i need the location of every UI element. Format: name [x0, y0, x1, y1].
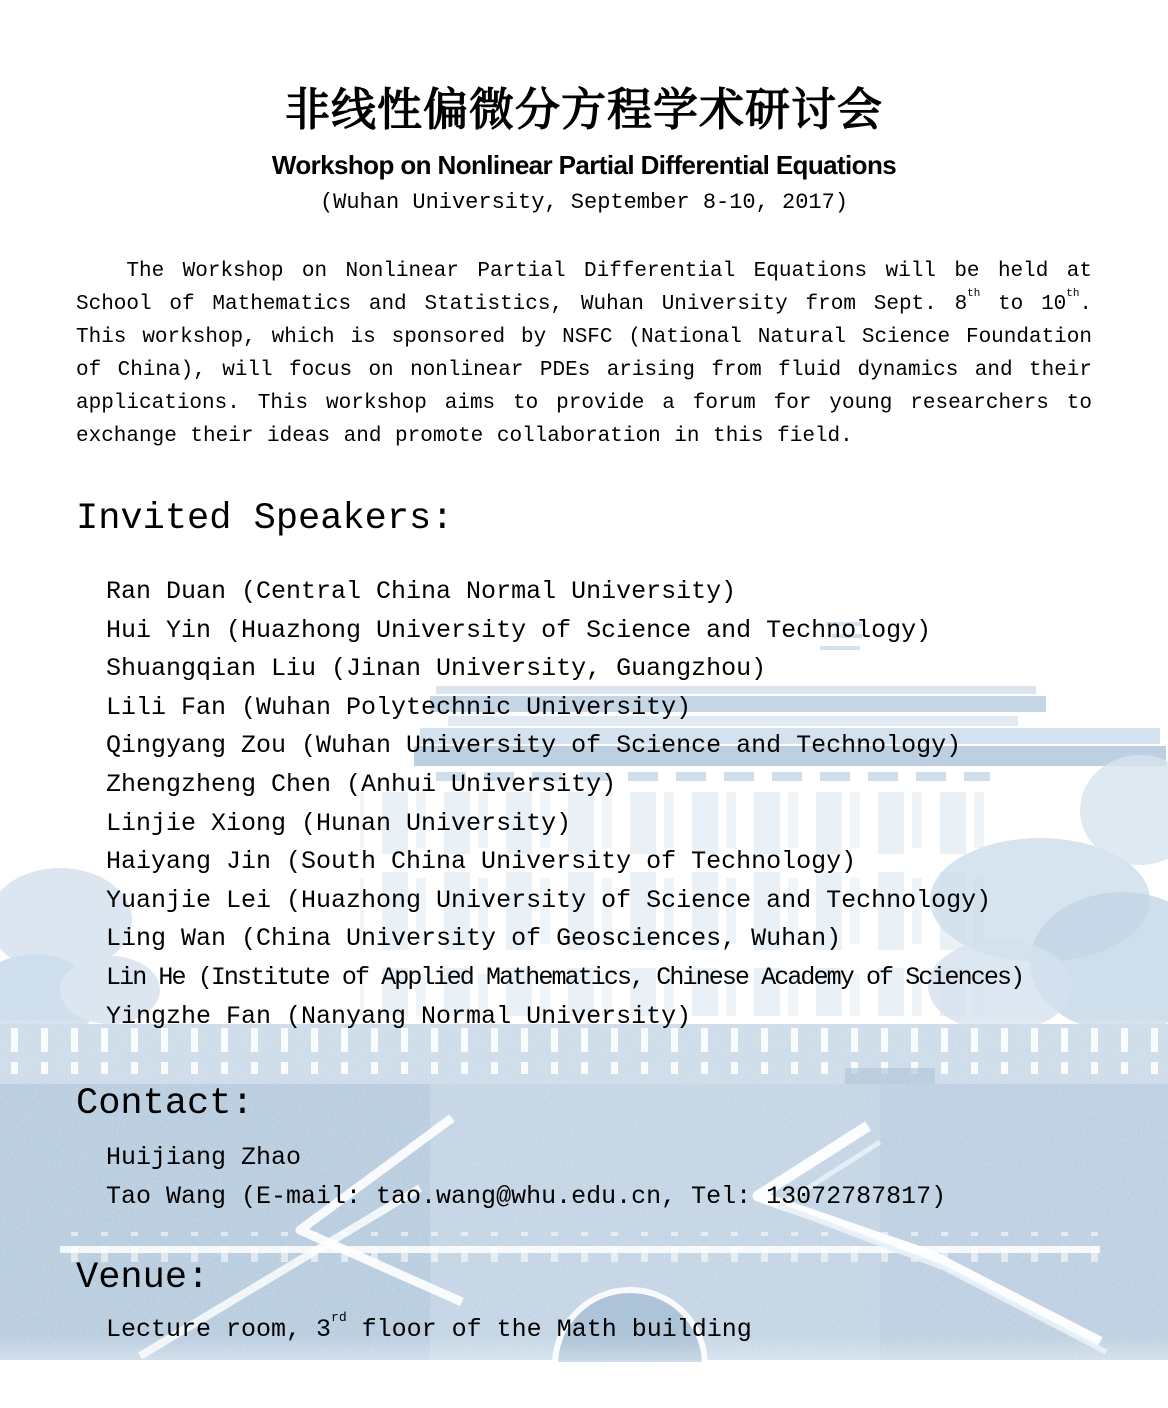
speaker-item: Qingyang Zou (Wuhan University of Science and Technology)	[106, 731, 962, 761]
contact-item: Huijiang Zhao	[106, 1143, 302, 1173]
text-segment: to 10	[980, 293, 1067, 316]
speaker-item: Hui Yin (Huazhong University of Science and Technology)	[106, 615, 932, 645]
speaker-item: Linjie Xiong (Hunan University)	[106, 808, 572, 838]
venue-date-line: (Wuhan University, September 8-10, 2017)	[319, 190, 849, 215]
superscript-text: rd	[331, 1309, 347, 1325]
contact-item: Tao Wang (E-mail: tao.wang@whu.edu.cn, Tel: 13072787817)	[106, 1182, 947, 1212]
speaker-item: Shuangqian Liu (Jinan University, Guangzhou)	[106, 654, 767, 684]
text-segment: The Workshop on Nonlinear Partial Differential Equations will be held at School of Mathematics and Statistics, Wuhan University from Sept. 8	[76, 260, 1092, 316]
speaker-item: Lin He (Institute of Applied Mathematics, Chinese Academy of Sciences)	[106, 962, 1024, 992]
speaker-item: Yingzhe Fan (Nanyang Normal University)	[106, 1001, 692, 1031]
text-segment: floor of the Math building	[346, 1315, 752, 1345]
speaker-item: Ling Wan (China University of Geosciences, Wuhan)	[106, 924, 842, 954]
speaker-item: Ran Duan (Central China Normal University)	[106, 577, 737, 606]
venue-line	[76, 1310, 1092, 1349]
intro-paragraph	[76, 255, 1092, 453]
page-title-chinese: 非线性偏微分方程学术研讨会	[284, 84, 883, 135]
contact-heading: Contact:	[76, 1083, 254, 1126]
text-segment: Lecture room, 3	[106, 1315, 332, 1345]
superscript-text: th	[1066, 288, 1080, 301]
page-title-english: Workshop on Nonlinear Partial Differential Equations	[271, 150, 897, 180]
speaker-item: Lili Fan (Wuhan Polytechnic University)	[106, 692, 692, 722]
speaker-item: Haiyang Jin (South China University of Technology)	[106, 847, 857, 877]
text-segment: . This workshop, which is sponsored by NSFC (National Natural Science Foundation of China), will focus on nonlinear PDEs arising from fluid dynamics and their applications. This workshop aims to provide a forum for young researchers to exchange their ideas and promote collaboration in this field.	[76, 293, 1092, 448]
invited-speakers-heading: Invited Speakers:	[76, 498, 454, 540]
speaker-list	[76, 573, 1092, 1036]
speaker-item: Zhengzheng Chen (Anhui University)	[106, 769, 617, 799]
venue-heading: Venue:	[76, 1257, 210, 1300]
contact-list	[76, 1138, 1092, 1216]
speaker-item: Yuanjie Lei (Huazhong University of Science and Technology)	[106, 885, 992, 915]
superscript-text: th	[967, 288, 981, 301]
